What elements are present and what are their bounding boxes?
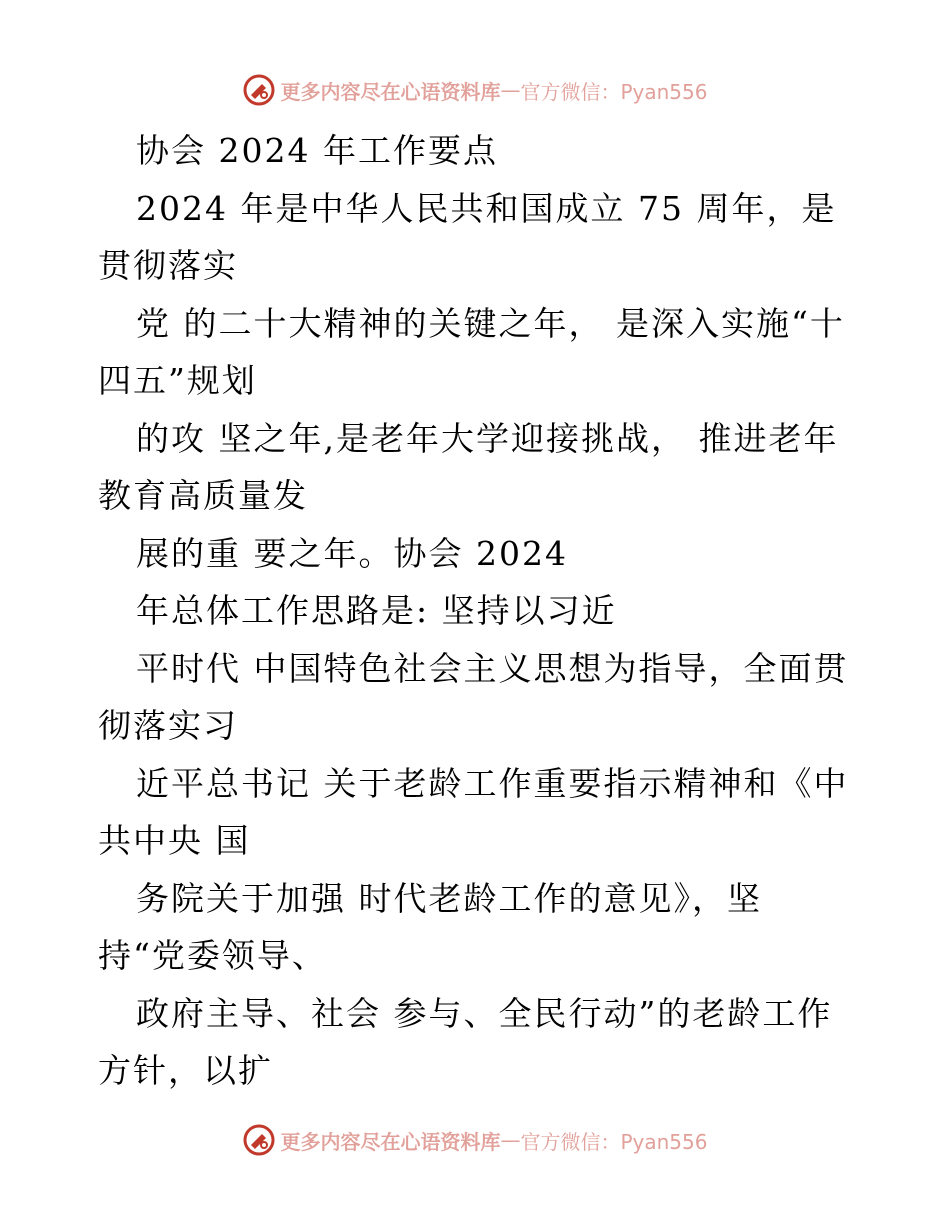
paragraph-line: 年总体工作思路是: 坚持以习近 (136, 591, 617, 630)
document-body (98, 122, 868, 1100)
footer-watermark-text: 更多内容尽在心语资料库 (280, 1129, 501, 1154)
footer-watermark-contact: 官方微信：Pyan556 (520, 1129, 708, 1154)
paragraph-line: 近平总书记 关于老龄工作重要指示精神和《中 (136, 763, 849, 803)
header-watermark-banner (0, 70, 950, 110)
paragraph-line: 政府主导、社会 参与、全民行动”的老龄工作 (136, 993, 833, 1033)
paragraph-line: 方针，以扩 (98, 1051, 273, 1090)
library-logo-icon (242, 73, 276, 107)
paragraph-line: 共中央 国 (98, 821, 251, 860)
paragraph-line: 贯彻落实 (98, 246, 238, 285)
header-watermark-text: 更多内容尽在心语资料库 (280, 79, 501, 104)
paragraph-line: 的攻 坚之年,是老年大学迎接挑战， 推进老年 (136, 418, 839, 458)
header-watermark-contact: 官方微信：Pyan556 (520, 79, 708, 104)
header-watermark-dash: — (500, 78, 521, 102)
paragraph-line: 教育高质量发 (98, 476, 308, 515)
footer-watermark-banner (0, 1120, 950, 1160)
paragraph-line: 彻落实习 (98, 706, 238, 745)
paragraph-line: 四五”规划 (98, 361, 257, 400)
footer-watermark-dash: — (500, 1128, 521, 1152)
paragraph-line: 2024 年是中华人民共和国成立 75 周年，是 (136, 188, 837, 228)
document-title: 协会 2024 年工作要点 (136, 131, 498, 170)
paragraph-line: 党 的二十大精神的关键之年， 是深入实施“十 (136, 303, 845, 343)
paragraph-line: 务院关于加强 时代老龄工作的意见》，坚 (136, 878, 762, 918)
paragraph-line: 平时代 中国特色社会主义思想为指导，全面贯 (136, 648, 849, 688)
library-logo-icon (242, 1123, 276, 1157)
paragraph-line: 展的重 要之年。协会 2024 (136, 533, 568, 573)
paragraph-line: 持“党委领导、 (98, 936, 327, 975)
